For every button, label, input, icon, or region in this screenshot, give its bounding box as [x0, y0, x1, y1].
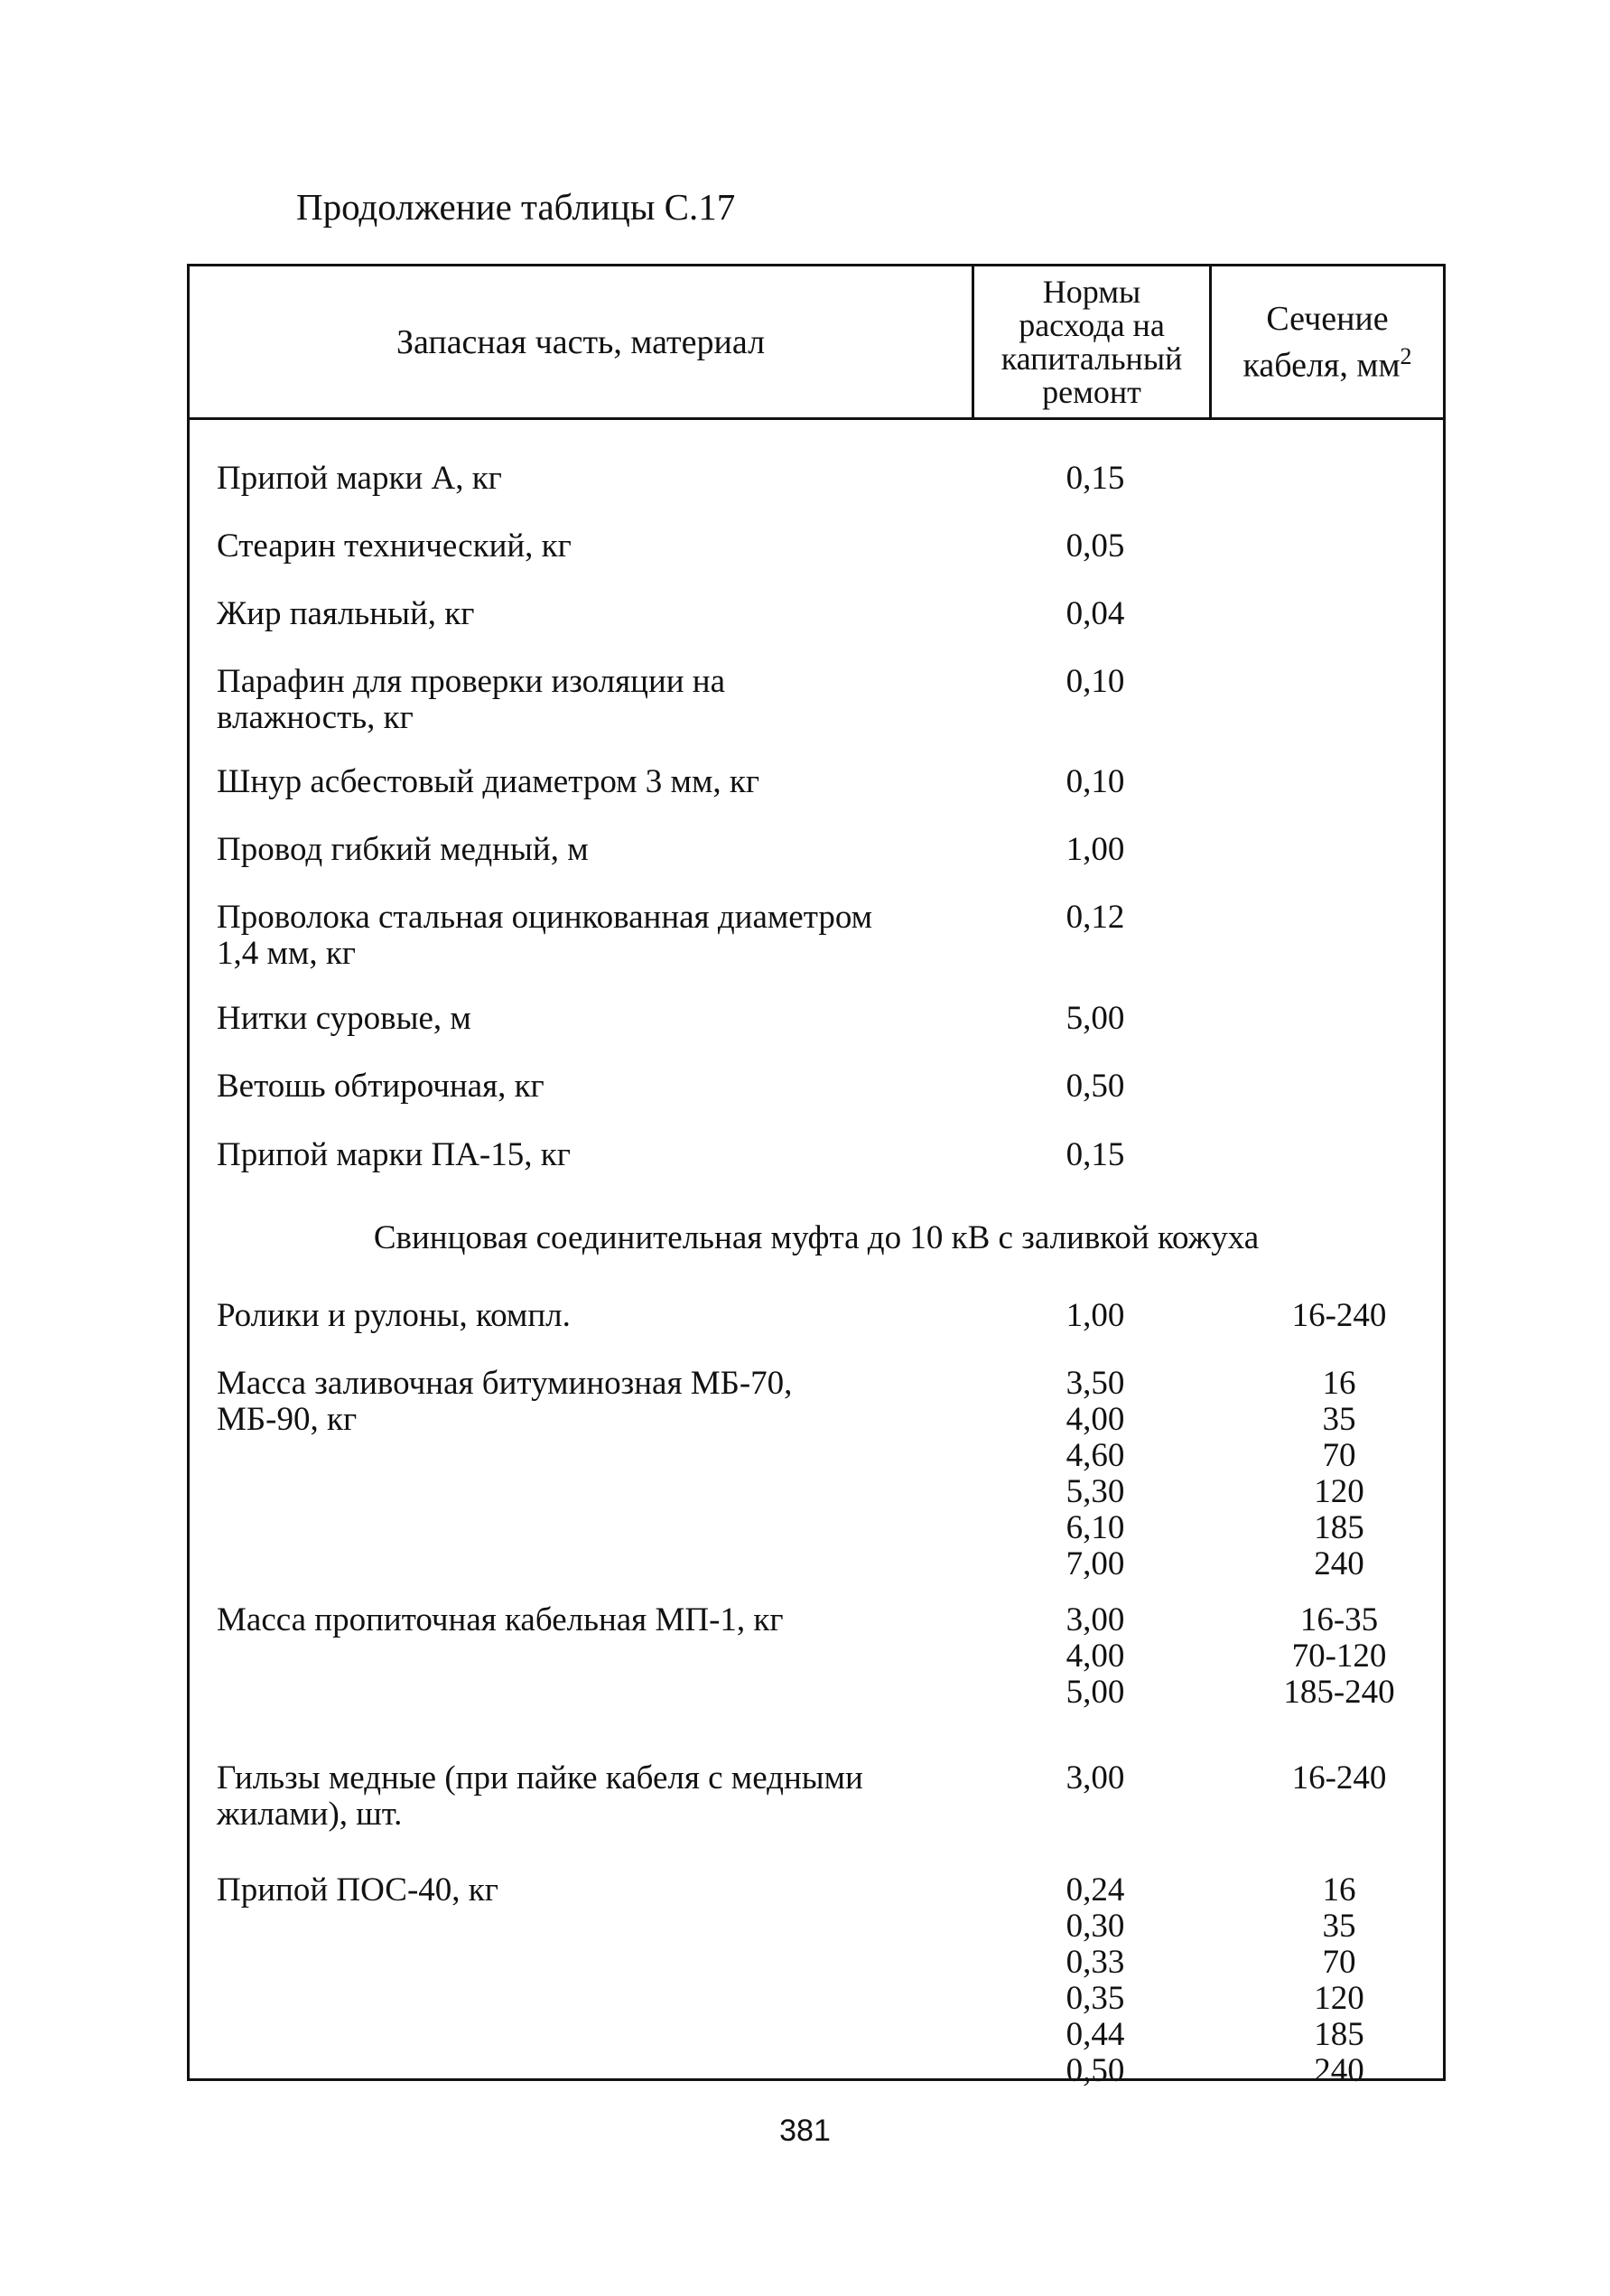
norm-value: 3,00 — [1066, 1759, 1125, 1797]
material-name — [217, 664, 1011, 736]
norm-values — [1041, 1001, 1149, 1037]
section-values — [1258, 1298, 1420, 1334]
material-name — [217, 1602, 1011, 1638]
header-norm-line: Нормы — [1042, 273, 1141, 310]
norm-value: 0,30 — [1066, 1908, 1125, 1945]
section-value: 16 — [1322, 1365, 1356, 1402]
header-norm — [974, 266, 1209, 417]
norm-value: 1,00 — [1066, 831, 1125, 868]
material-name-line: жилами), шт. — [217, 1796, 403, 1833]
material-name-line: Припой марки ПА-15, кг — [217, 1136, 571, 1173]
section-value: 16-240 — [1291, 1297, 1387, 1334]
material-name — [217, 596, 1011, 632]
norm-value: 0,35 — [1066, 1980, 1125, 2017]
norm-value: 0,10 — [1066, 663, 1125, 700]
section-value: 16-35 — [1299, 1601, 1379, 1638]
norm-values — [1041, 764, 1149, 800]
material-name — [217, 832, 1011, 868]
section-value: 185-240 — [1283, 1674, 1395, 1711]
section-values — [1258, 1602, 1420, 1711]
material-name — [217, 1366, 1011, 1438]
section-value: 120 — [1314, 1473, 1364, 1510]
material-name — [217, 1001, 1011, 1037]
material-name-line: Ролики и рулоны, компл. — [217, 1297, 571, 1334]
header-section-sup: 2 — [1400, 342, 1412, 369]
material-name-line: Масса пропиточная кабельная МП-1, кг — [217, 1601, 784, 1638]
material-name-line: Нитки суровые, м — [217, 1000, 471, 1037]
section-values — [1258, 1366, 1420, 1582]
material-name-line: Припой марки А, кг — [217, 460, 502, 497]
material-name — [217, 528, 1011, 565]
table-caption: Продолжение таблицы С.17 — [296, 186, 736, 228]
table-header — [190, 266, 1443, 420]
material-name-line: Жир паяльный, кг — [217, 595, 475, 632]
section-value: 70-120 — [1291, 1638, 1387, 1675]
norm-value: 0,05 — [1066, 527, 1125, 565]
norm-value: 4,60 — [1066, 1437, 1125, 1474]
material-name-line: Проволока стальная оцинкованная диаметром — [217, 899, 873, 936]
material-name-line: Ветошь обтирочная, кг — [217, 1068, 544, 1105]
section-values — [1258, 1872, 1420, 2089]
norm-values — [1041, 1298, 1149, 1334]
norm-values — [1041, 1872, 1149, 2089]
section-value: 185 — [1314, 1509, 1364, 1546]
header-material: Запасная часть, материал — [396, 322, 766, 361]
norm-value: 5,00 — [1066, 1674, 1125, 1711]
norm-value: 0,44 — [1066, 2016, 1125, 2053]
norm-value: 6,10 — [1066, 1509, 1125, 1546]
material-name — [217, 900, 1011, 972]
material-name — [217, 1872, 1011, 1909]
spare-parts-table — [187, 264, 1446, 2089]
material-name-line: МБ-90, кг — [217, 1401, 358, 1438]
norm-value: 0,12 — [1066, 899, 1125, 936]
section-value: 70 — [1322, 1437, 1356, 1474]
header-norm-line: расхода на — [1019, 306, 1165, 343]
material-name-line: Стеарин технический, кг — [217, 527, 572, 565]
section-value: 35 — [1322, 1401, 1356, 1438]
material-name — [217, 1069, 1011, 1105]
section-value: 35 — [1322, 1908, 1356, 1945]
material-name-line: Провод гибкий медный, м — [217, 831, 589, 868]
norm-values — [1041, 900, 1149, 936]
header-section — [1212, 266, 1443, 417]
norm-value: 0,04 — [1066, 595, 1125, 632]
norm-value: 0,10 — [1066, 763, 1125, 800]
norm-value: 3,00 — [1066, 1601, 1125, 1638]
norm-values — [1041, 1137, 1149, 1173]
section-value: 70 — [1322, 1944, 1356, 1981]
material-name — [217, 1760, 1011, 1833]
norm-value: 5,00 — [1066, 1000, 1125, 1037]
norm-value: 1,00 — [1066, 1297, 1125, 1334]
norm-value: 0,24 — [1066, 1871, 1125, 1909]
section-value: 185 — [1314, 2016, 1364, 2053]
header-section-line: Сечение — [1266, 299, 1389, 338]
norm-values — [1041, 1069, 1149, 1105]
section-value: 120 — [1314, 1980, 1364, 2017]
norm-values — [1041, 1602, 1149, 1711]
header-section-line — [1243, 338, 1412, 385]
material-name-line: Гильзы медные (при пайке кабеля с медными — [217, 1759, 863, 1797]
header-norm-line: капитальный — [1000, 340, 1183, 377]
section-value: 16-240 — [1291, 1759, 1387, 1797]
material-name-line: Масса заливочная битуминозная МБ-70, — [217, 1365, 793, 1402]
material-name-line: Припой ПОС-40, кг — [217, 1871, 498, 1909]
page-number: 381 — [779, 2114, 831, 2148]
norm-value: 0,50 — [1066, 2052, 1125, 2089]
material-name-line: Шнур асбестовый диаметром 3 мм, кг — [217, 763, 760, 800]
norm-value: 4,00 — [1066, 1401, 1125, 1438]
norm-value: 3,50 — [1066, 1365, 1125, 1402]
material-name — [217, 1137, 1011, 1173]
section-value: 240 — [1314, 2052, 1364, 2089]
section-values — [1258, 1760, 1420, 1797]
norm-value: 0,15 — [1066, 460, 1125, 497]
norm-values — [1041, 1760, 1149, 1797]
section-subheading: Свинцовая соединительная муфта до 10 кВ с заливкой кожуха — [373, 1219, 1260, 1256]
material-name — [217, 461, 1011, 497]
section-value: 240 — [1314, 1545, 1364, 1582]
norm-values — [1041, 1366, 1149, 1582]
norm-values — [1041, 832, 1149, 868]
material-name-line: 1,4 мм, кг — [217, 935, 356, 972]
norm-value: 0,15 — [1066, 1136, 1125, 1173]
section-value: 16 — [1322, 1871, 1356, 1909]
material-name — [217, 764, 1011, 800]
norm-value: 7,00 — [1066, 1545, 1125, 1582]
norm-values — [1041, 596, 1149, 632]
material-name — [217, 1298, 1011, 1334]
norm-values — [1041, 528, 1149, 565]
norm-value: 5,30 — [1066, 1473, 1125, 1510]
norm-value: 4,00 — [1066, 1638, 1125, 1675]
material-name-line: Парафин для проверки изоляции на — [217, 663, 726, 700]
norm-values — [1041, 664, 1149, 700]
norm-values — [1041, 461, 1149, 497]
norm-value: 0,33 — [1066, 1944, 1125, 1981]
header-norm-line: ремонт — [1042, 373, 1141, 410]
norm-value: 0,50 — [1066, 1068, 1125, 1105]
material-name-line: влажность, кг — [217, 699, 414, 736]
header-section-text: кабеля, мм — [1242, 346, 1401, 385]
